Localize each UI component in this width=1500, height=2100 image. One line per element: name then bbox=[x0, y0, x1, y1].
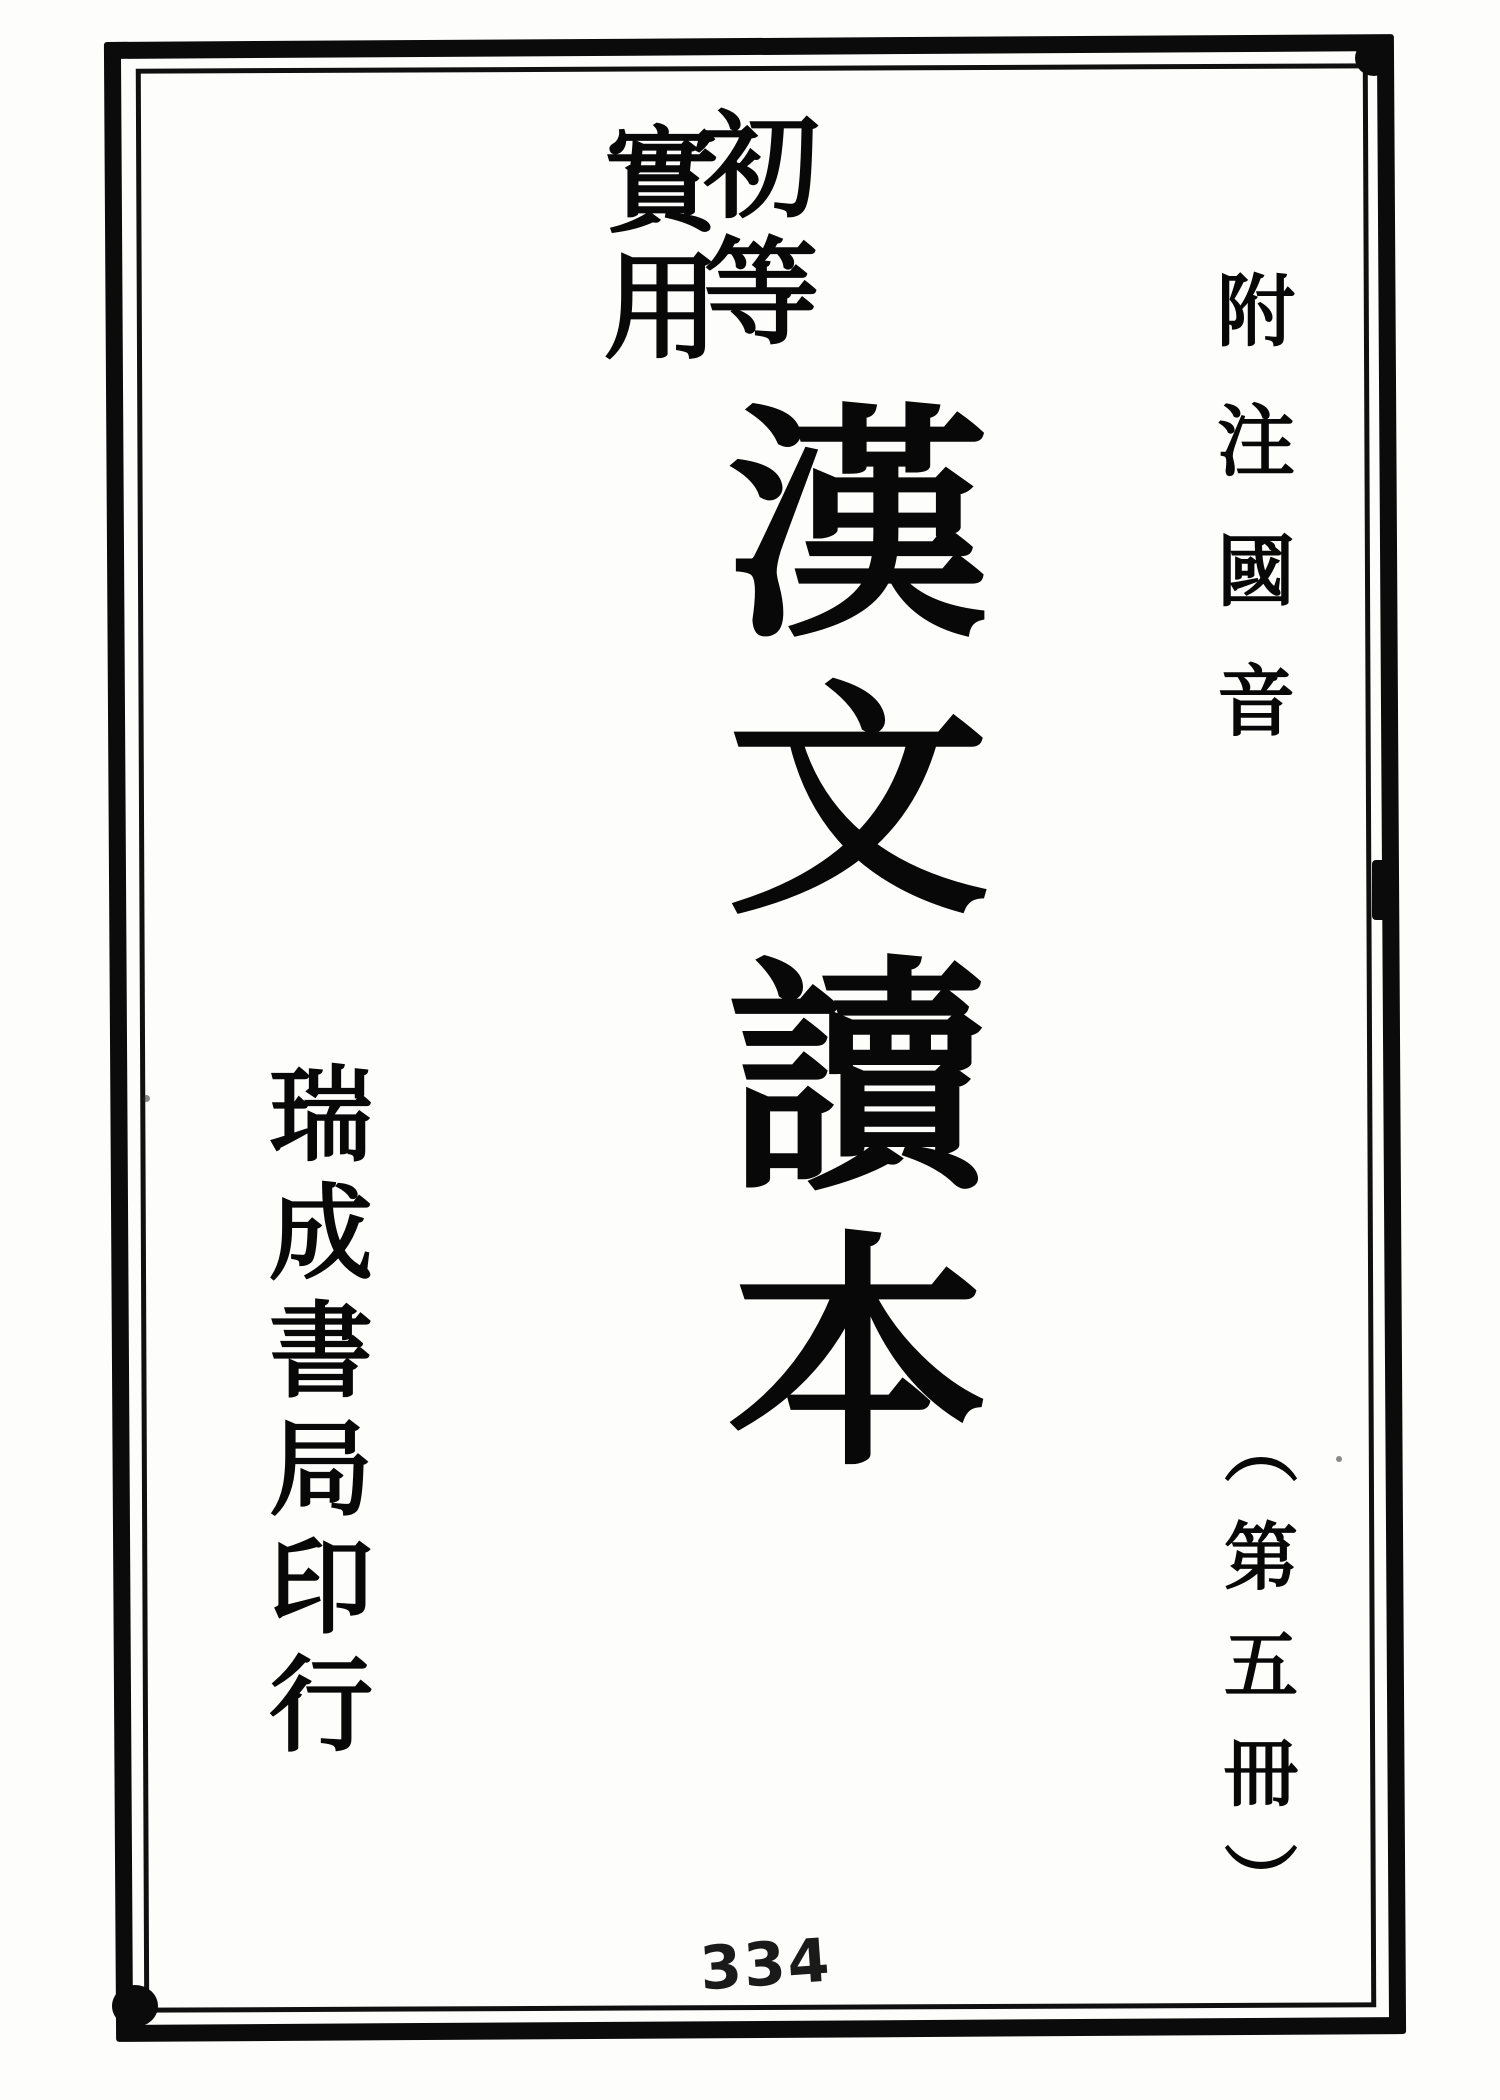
paper-speck bbox=[1336, 1456, 1342, 1462]
title-prefix-lower: 實用 bbox=[584, 120, 720, 372]
page-title: 漢文讀本 bbox=[682, 395, 991, 1499]
volume-label: （第五冊） bbox=[1212, 1410, 1298, 1950]
annotation-note: 附注國音 bbox=[1204, 270, 1295, 790]
ink-blot bbox=[1355, 40, 1393, 76]
catalog-number: 334 bbox=[697, 1925, 834, 2005]
title-prefix-upper: 初等 bbox=[684, 105, 820, 357]
ink-blot bbox=[112, 1985, 158, 2027]
ink-blot bbox=[1372, 860, 1392, 920]
paper-speck bbox=[143, 1095, 150, 1102]
publisher-imprint: 瑞成書局印行 bbox=[251, 1060, 374, 1768]
